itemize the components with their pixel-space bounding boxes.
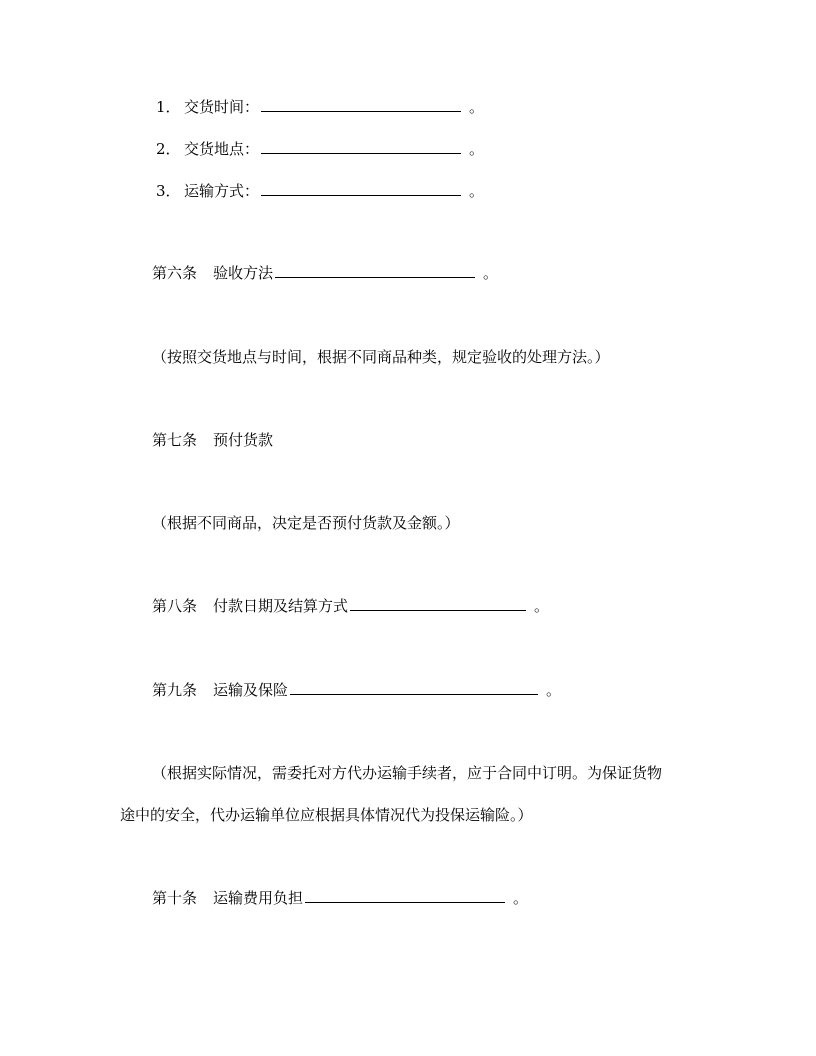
item-number: 3． <box>156 182 181 200</box>
item-end: 。 <box>469 182 485 200</box>
item-label: 交货地点： <box>184 140 260 158</box>
article-title: 付款日期及结算方式 <box>213 597 349 615</box>
article-heading: 第八条 <box>152 597 198 615</box>
fill-in-blank[interactable] <box>305 888 505 903</box>
article-end: 。 <box>513 889 529 907</box>
item-number: 1． <box>156 98 181 116</box>
item-number: 2． <box>156 140 181 158</box>
article-heading: 第十条 <box>152 889 198 907</box>
article-title: 运输及保险 <box>213 681 289 699</box>
article-8 <box>152 596 549 616</box>
delivery-item-3 <box>156 181 484 201</box>
fill-in-blank[interactable] <box>275 263 475 278</box>
article-heading: 第六条 <box>152 264 198 282</box>
article-heading: 第九条 <box>152 681 198 699</box>
item-label: 运输方式： <box>184 182 260 200</box>
article-6 <box>152 263 498 283</box>
article-end: 。 <box>534 597 550 615</box>
article-end: 。 <box>546 681 562 699</box>
article-title: 预付货款 <box>213 431 274 449</box>
article-10 <box>152 888 528 908</box>
fill-in-blank[interactable] <box>261 139 461 154</box>
item-end: 。 <box>469 98 485 116</box>
article-title: 运输费用负担 <box>213 889 304 907</box>
article-heading: 第七条 <box>152 431 198 449</box>
article-title: 验收方法 <box>213 264 274 282</box>
article-9 <box>152 680 561 700</box>
fill-in-blank[interactable] <box>350 596 526 611</box>
fill-in-blank[interactable] <box>261 97 461 112</box>
note-article-7: （根据不同商品，决定是否预付货款及金额。） <box>152 514 460 532</box>
note-article-9-line-1: （根据实际情况，需委托对方代办运输手续者，应于合同中订明。为保证货物 <box>152 764 663 782</box>
note-article-9-line-2: 途中的安全，代办运输单位应根据具体情况代为投保运输险。） <box>120 806 533 824</box>
article-end: 。 <box>483 264 499 282</box>
note-article-6: （按照交货地点与时间，根据不同商品种类，规定验收的处理方法。） <box>152 348 610 366</box>
delivery-item-2 <box>156 139 484 159</box>
item-end: 。 <box>469 140 485 158</box>
item-label: 交货时间： <box>184 98 260 116</box>
delivery-item-1 <box>156 97 484 117</box>
fill-in-blank[interactable] <box>261 181 461 196</box>
article-7 <box>152 430 273 450</box>
fill-in-blank[interactable] <box>290 680 538 695</box>
